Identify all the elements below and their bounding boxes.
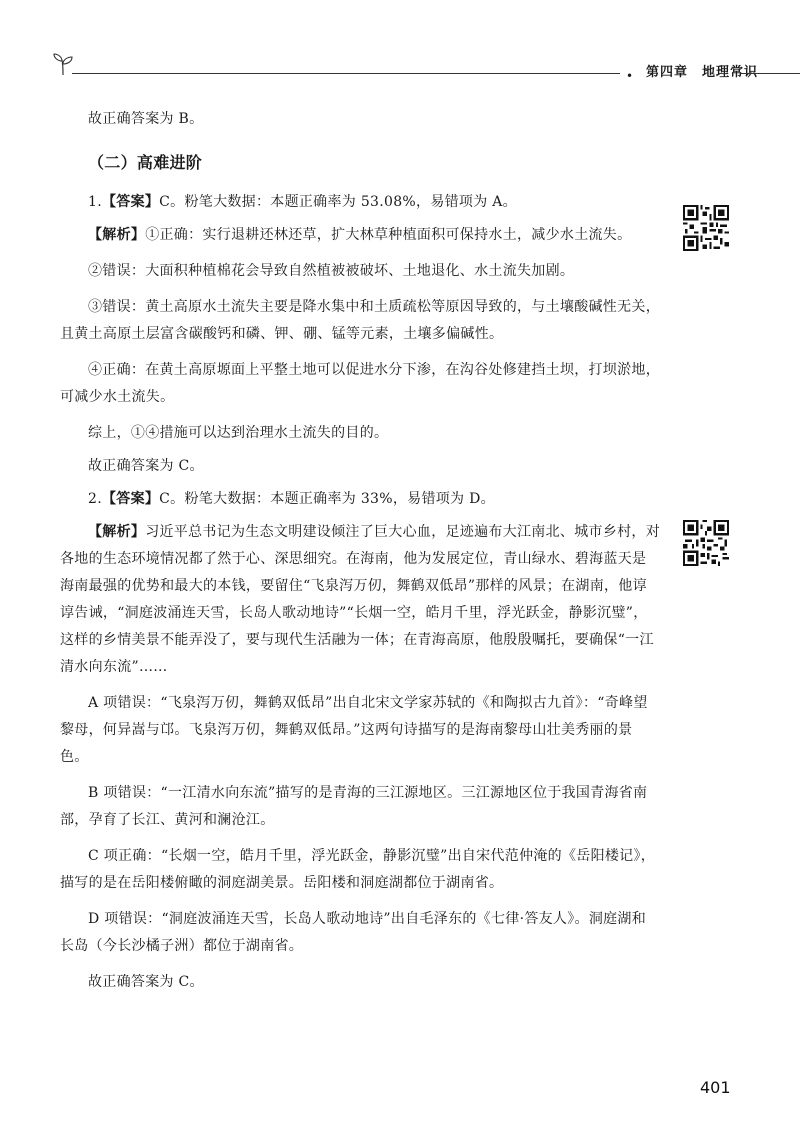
q1-analysis (60, 222, 660, 249)
section-label: 地理常识 (702, 65, 759, 80)
chapter-label: 第四章 (646, 65, 689, 80)
q2-analysis-tag: 【解析】 (88, 524, 146, 540)
q2-answer-line: 2.【答案】C。粉笔大数据：本题正确率为 33%，易错项为 D。 (88, 491, 495, 507)
previous-answer: 故正确答案为 B。 (88, 111, 204, 127)
q2-option-c: C 项正确：“长烟一空，皓月千里，浮光跃金，静影沉璧”出自宋代范仲淹的《岳阳楼记》，描写的是在岳阳楼俯瞰的洞庭湖美景。岳阳楼和洞庭湖都位于湖南省。 (60, 848, 656, 891)
sprout-icon (52, 52, 74, 76)
q1-point-3: ③错误：黄土高原水土流失主要是降水集中和土质疏松等原因导致的，与土壤酸碱性无关，且黄土高原土层富含碳酸钙和磷、钾、硼、锰等元素，土壤多偏碱性。 (60, 299, 660, 342)
q2-analysis-text: 习近平总书记为生态文明建设倾注了巨大心血，足迹遍布大江南北、城市乡村，对各地的生态环境情况都了然于心、深思细究。在海南，他为发展定位，青山绿水、碧海蓝天是海南最强的优势和最大的本钱，要留住“飞泉泻万仞，舞鹤双低昂”那样的风景；在湖南，他谆谆告诫，“洞庭波涌连天雪，长岛人歌动地诗”“长烟一空，皓月千里，浮光跃金，静影沉璧”，这样的乡情美景不能弄没了，要与现代生活融为一体；在青海高原，他殷殷嘱托，要确保“一江清水向东流”…… (60, 524, 661, 675)
page-content (60, 106, 660, 1005)
q1-summary: 综上，①④措施可以达到治理水土流失的目的。 (88, 425, 389, 441)
q1-final-answer: 故正确答案为 C。 (88, 458, 204, 474)
q2-answer-tag: 【答案】 (101, 491, 160, 507)
q2-option-b: B 项错误：“一江清水向东流”描写的是青海的三江源地区。三江源地区位于我国青海省南部，孕育了长江、黄河和澜沧江。 (60, 785, 648, 828)
q1-point-2: ②错误：大面积种植棉花会导致自然植被被破坏、土地退化、水土流失加剧。 (88, 263, 575, 279)
qr-code-icon[interactable] (683, 205, 729, 251)
header-title (646, 61, 758, 80)
q1-answer-line: 1.【答案】C。粉笔大数据：本题正确率为 53.08%，易错项为 A。 (88, 194, 517, 210)
q2-option-a: A 项错误：“飞泉泻万仞，舞鹤双低昂”出自北宋文学家苏轼的《和陶拟古九首》：“奇峰望黎母，何异嵩与邙。飞泉泻万仞，舞鹤双低昂。”这两句诗描写的是海南黎母山壮美秀丽的景色。 (60, 695, 648, 765)
q2-analysis (60, 519, 660, 681)
header-dot: • (626, 69, 634, 83)
q2-option-d: D 项错误：“洞庭波涌连天雪，长岛人歌动地诗”出自毛泽东的《七律·答友人》。洞庭湖和长岛（今长沙橘子洲）都位于湖南省。 (60, 911, 647, 954)
page-number: 401 (700, 1078, 731, 1097)
q2-final-answer: 故正确答案为 C。 (88, 974, 204, 990)
q1-analysis-text: ①正确：实行退耕还林还草，扩大林草种植面积可保持水土，减少水土流失。 (145, 227, 632, 243)
q1-point-4: ④正确：在黄土高原塬面上平整土地可以促进水分下渗，在沟谷处修建挡土坝，打坝淤地，可减少水土流失。 (60, 362, 660, 405)
q2-answer-text: C。粉笔大数据：本题正确率为 33%，易错项为 D。 (159, 491, 495, 507)
header-rule-right (740, 73, 800, 74)
q1-answer-tag: 【答案】 (101, 194, 160, 210)
q1-answer-text: C。粉笔大数据：本题正确率为 53.08%，易错项为 A。 (159, 194, 517, 210)
running-header (52, 52, 762, 82)
header-rule-left (72, 73, 620, 74)
section-heading: （二）高难进阶 (88, 153, 203, 172)
q1-analysis-tag: 【解析】 (88, 227, 146, 243)
qr-code-icon[interactable] (683, 520, 729, 566)
